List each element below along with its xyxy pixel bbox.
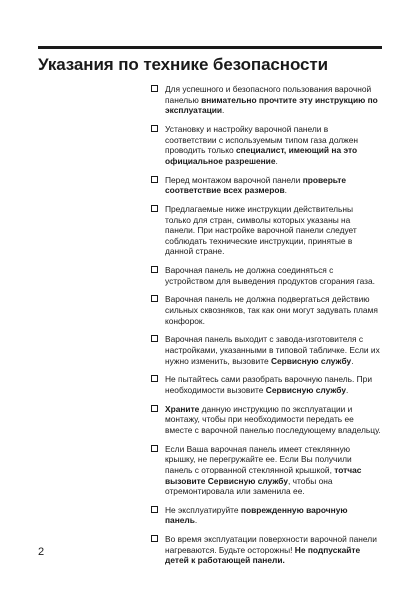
emphasized-text: внимательно прочтите эту инструкцию по эксплуатации <box>165 94 378 116</box>
item-text: Варочная панель не должна соединяться с устройством для выведения продуктов сгорания газа. <box>165 265 376 286</box>
header-rule <box>38 46 382 49</box>
checkbox-bullet-icon <box>151 335 158 342</box>
checkbox-bullet-icon <box>151 445 158 452</box>
safety-instructions-list <box>151 84 381 574</box>
checkbox-bullet-icon <box>151 205 158 212</box>
emphasized-text: Не подпускайте детей к работающей панели. <box>165 544 361 566</box>
emphasized-text: Сервисную службу <box>265 384 347 395</box>
item-text: данную инструкцию по эксплуатации и монтажу, чтобы при необходимости передать ее вместе с варочной панелью последующему владельцу. <box>165 403 381 435</box>
safety-item <box>151 534 381 566</box>
item-text: Установку и настройку варочной панели в соответствии с используемым типом газа должен проводить только <box>165 123 359 156</box>
item-text: . <box>346 384 349 395</box>
safety-item <box>151 204 381 257</box>
emphasized-text: Сервисную службу <box>270 355 352 366</box>
page-title: Указания по технике безопасности <box>38 55 328 74</box>
emphasized-text: Храните <box>165 403 200 414</box>
checkbox-bullet-icon <box>151 85 158 92</box>
safety-item <box>151 505 381 526</box>
checkbox-bullet-icon <box>151 506 158 513</box>
emphasized-text: поврежденную варочную панель <box>165 504 348 526</box>
checkbox-bullet-icon <box>151 405 158 412</box>
item-text: Не пытайтесь сами разобрать варочную панель. При необходимости вызовите <box>165 374 373 395</box>
checkbox-bullet-icon <box>151 266 158 273</box>
item-text: Во время эксплуатации поверхности варочной панели нагреваются. Будьте осторожны! <box>165 534 377 555</box>
safety-item <box>151 294 381 326</box>
emphasized-text: специалист, имеющий на это официальное разрешение <box>165 145 358 166</box>
safety-item <box>151 404 381 436</box>
safety-item <box>151 124 381 166</box>
page-number: 2 <box>38 546 45 558</box>
checkbox-bullet-icon <box>151 375 158 382</box>
item-text: Если Ваша варочная панель имеет стеклянную крышку, не перегружайте ее. Если Вы получили панель с оторванной стеклянной крышкой, <box>165 443 352 475</box>
safety-item <box>151 444 381 497</box>
safety-item <box>151 84 381 116</box>
item-text: Перед монтажом варочной панели <box>165 174 303 185</box>
item-text: Варочная панель не должна подвергаться действию сильных сквозняков, так как они могут задувать пламя конфорок. <box>165 294 378 326</box>
item-text: Не эксплуатируйте <box>165 504 241 515</box>
item-text: . <box>275 155 278 166</box>
checkbox-bullet-icon <box>151 176 158 183</box>
checkbox-bullet-icon <box>151 535 158 542</box>
item-text: Предлагаемые ниже инструкции действительны только для стран, символы которых указаны на панели. При настройке варочной панели следует соблюдать технические инструкции, принятые в данной стране. <box>165 203 357 257</box>
item-text: . <box>222 105 225 116</box>
item-text: Для успешного и безопасного пользования варочной панелью <box>165 84 372 105</box>
safety-item <box>151 374 381 395</box>
item-text: . <box>351 355 354 366</box>
emphasized-text: проверьте соответствие всех размеров <box>165 174 346 196</box>
checkbox-bullet-icon <box>151 295 158 302</box>
item-text: . <box>284 185 287 196</box>
safety-item <box>151 334 381 366</box>
checkbox-bullet-icon <box>151 125 158 132</box>
safety-item <box>151 175 381 196</box>
item-text: Варочная панель выходит с завода-изготовителя с настройками, указанными в типовой табличке. Если их нужно изменить, вызовите <box>165 334 380 366</box>
emphasized-text: тотчас вызовите Сервисную службу <box>165 464 362 486</box>
safety-item <box>151 265 381 286</box>
item-text: , чтобы она отремонтировала или заменила ее. <box>165 475 333 497</box>
item-text: . <box>194 515 198 526</box>
